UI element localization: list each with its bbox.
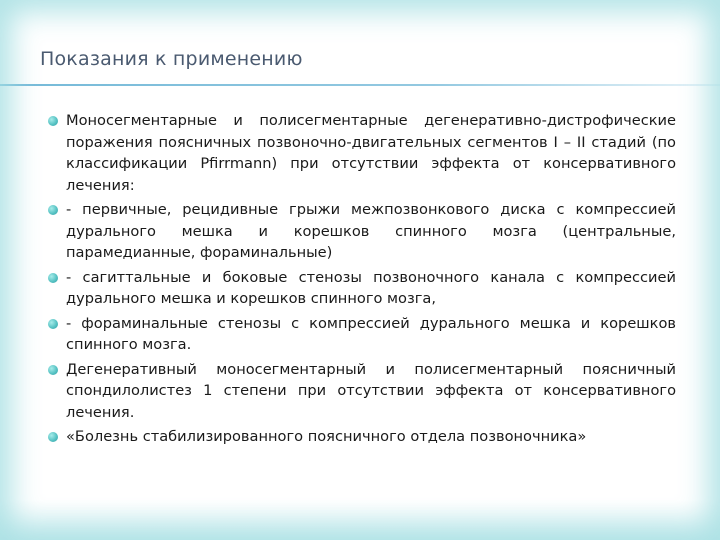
bullet-item — [48, 313, 676, 356]
bullet-dot-icon — [48, 319, 58, 329]
bullet-item — [48, 110, 676, 196]
bullet-dot-icon — [48, 432, 58, 442]
bullet-item — [48, 267, 676, 310]
bullet-dot-icon — [48, 116, 58, 126]
bullet-text: Дегенеративный моносегментарный и полисегментарный поясничный спондилолистез 1 степени при отсутствии эффекта от консервативного лечения. — [66, 360, 676, 421]
bullet-list — [48, 110, 676, 451]
title-area — [0, 0, 720, 100]
bullet-text: «Болезнь стабилизированного поясничного отдела позвоночника» — [66, 428, 587, 445]
bullet-dot-icon — [48, 365, 58, 375]
bullet-item — [48, 199, 676, 264]
bullet-text: Моносегментарные и полисегментарные дегенеративно-дистрофические поражения поясничных позвоночно-двигательных сегментов I – II стадий (по классификации Pfirrmann) при отсутствии эффекта от консервативного лечения: — [66, 112, 676, 194]
bullet-text: - первичные, рецидивные грыжи межпозвонкового диска с компрессией дурального мешка и корешков спинного мозга (центральные, парамедианные, фораминальные) — [66, 201, 676, 261]
bullet-text: - сагиттальные и боковые стенозы позвоночного канала с компрессией дурального мешка и корешков спинного мозга, — [66, 268, 676, 307]
bullet-item — [48, 426, 676, 448]
bullet-text: - фораминальные стенозы с компрессией дурального мешка и корешков спинного мозга. — [66, 314, 676, 353]
slide-title: Показания к применению — [40, 48, 303, 70]
bullet-dot-icon — [48, 205, 58, 215]
bullet-item — [48, 359, 676, 424]
bullet-dot-icon — [48, 273, 58, 283]
title-underline — [0, 84, 720, 86]
frame-bottom-gradient — [0, 500, 720, 540]
